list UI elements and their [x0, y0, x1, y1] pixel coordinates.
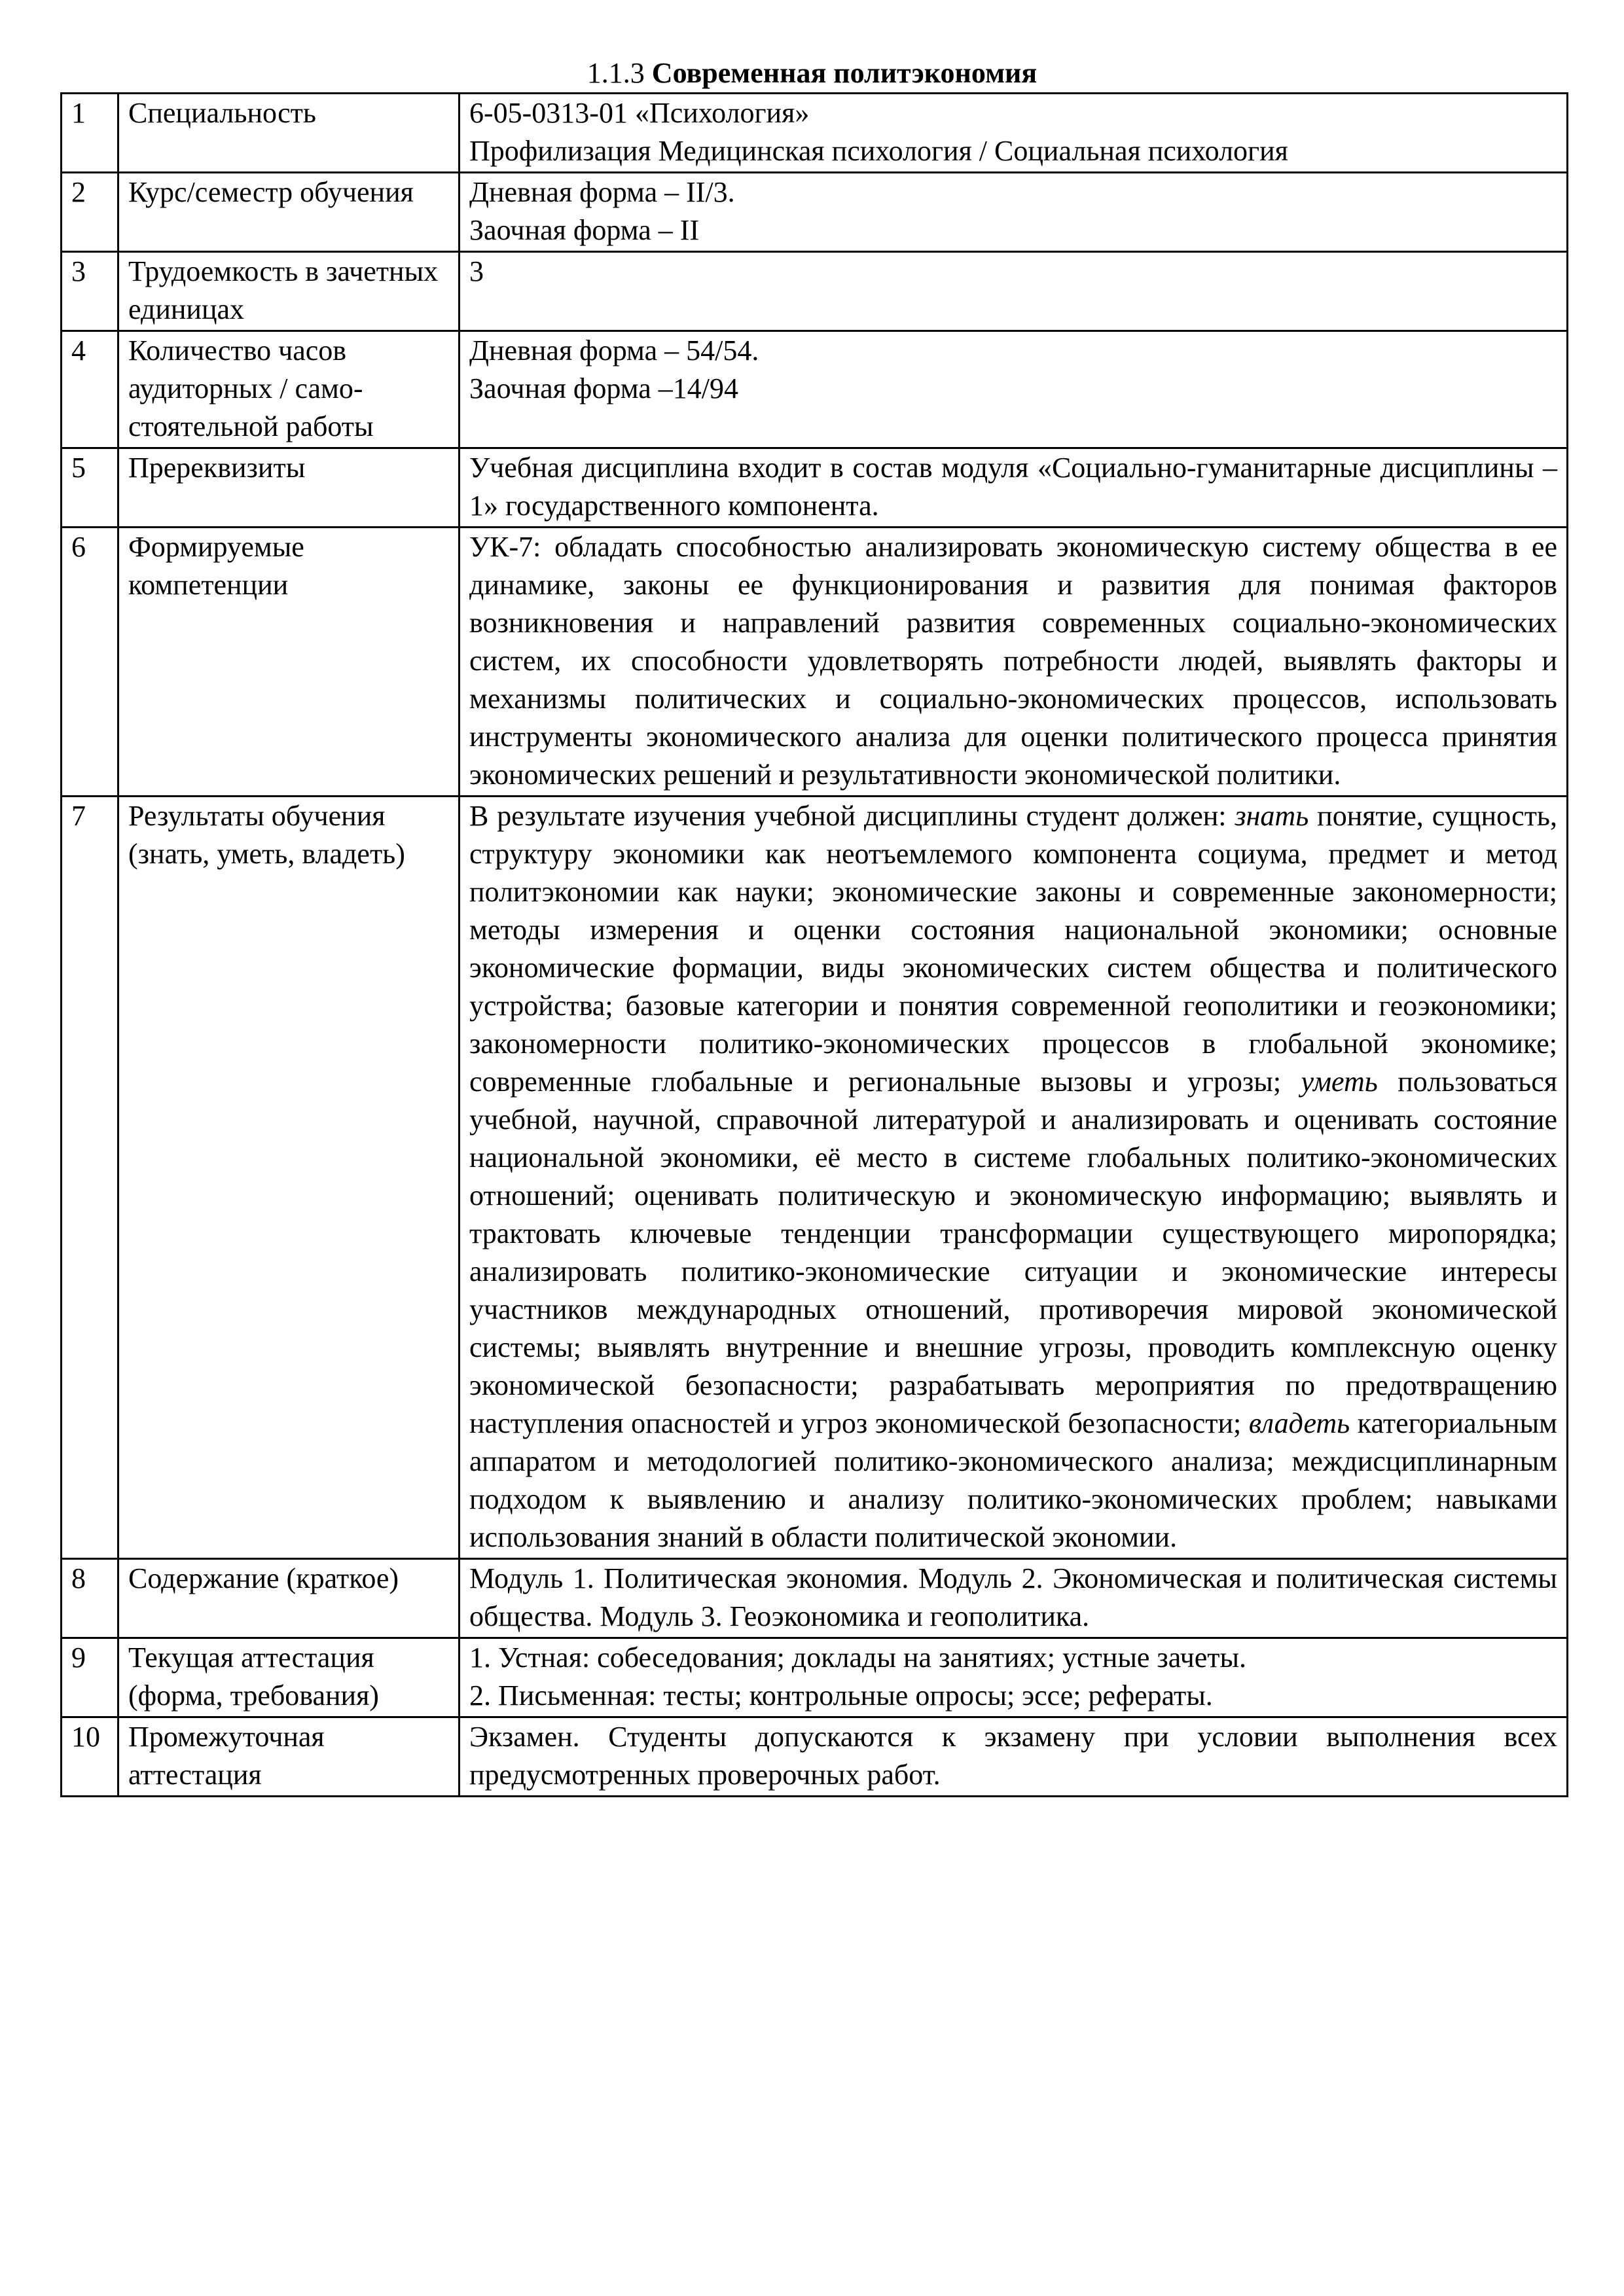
row-value: УК-7: обладать способностью анализировать экономическую систему общества в ее динамике, законы ее функционирования и развития для понимая факторов возникновения и направлений развития современных социально-экономических систем, их способности удовлетворять потребности людей, выявлять факторы и механизмы политических и социально-экономических процессов, использовать инструменты экономического анализа для оценки политического процесса принятия экономических решений и результативности экономической политики. — [460, 528, 1568, 797]
row-value — [460, 252, 1568, 331]
row-number: 6 — [62, 528, 118, 797]
table-row — [62, 1559, 1568, 1638]
value-line: 3 — [469, 255, 484, 287]
row-label: Количество часов аудиторных / само-стоятельной работы — [118, 331, 460, 448]
value-line: Дневная форма – 54/54. — [469, 334, 759, 367]
table-row — [62, 173, 1568, 252]
outcomes-can-keyword: уметь — [1301, 1066, 1378, 1098]
outcomes-own-text: категориальным аппаратом и методологией политико-экономического анализа; междисциплинарным подходом к выявлению и анализу политико-экономических проблем; навыками использования знаний в области политической экономии. — [469, 1407, 1557, 1553]
value-line: 6-05-0313-01 «Психология» — [469, 97, 810, 129]
syllabus-table — [60, 92, 1568, 1797]
table-row — [62, 331, 1568, 448]
row-value: Учебная дисциплина входит в состав модуля «Социально-гуманитарные дисциплины – 1» государственного компонента. — [460, 448, 1568, 528]
row-number: 4 — [62, 331, 118, 448]
row-number: 2 — [62, 173, 118, 252]
row-value — [460, 331, 1568, 448]
section-title: Современная политэкономия — [651, 57, 1038, 89]
row-label: Содержание (краткое) — [118, 1559, 460, 1638]
row-number: 3 — [62, 252, 118, 331]
outcomes-own-keyword: владеть — [1248, 1407, 1350, 1439]
row-value: Экзамен. Студенты допускаются к экзамену при условии выполнения всех предусмотренных проверочных работ. — [460, 1717, 1568, 1797]
row-label: Результаты обучения (знать, уметь, владеть) — [118, 797, 460, 1559]
value-line: Заочная форма – II — [469, 214, 700, 246]
table-row — [62, 448, 1568, 528]
row-label: Промежуточная аттестация — [118, 1717, 460, 1797]
row-label: Текущая аттестация (форма, требования) — [118, 1638, 460, 1717]
row-label: Пререквизиты — [118, 448, 460, 528]
row-value — [460, 1638, 1568, 1717]
document-title — [0, 55, 1624, 92]
table-row — [62, 528, 1568, 797]
table-row — [62, 1717, 1568, 1797]
row-label: Специальность — [118, 94, 460, 173]
row-value — [460, 173, 1568, 252]
value-line: Профилизация Медицинская психология / Социальная психология — [469, 135, 1288, 167]
value-line: Заочная форма –14/94 — [469, 372, 739, 404]
row-number: 10 — [62, 1717, 118, 1797]
row-label: Формируемые компетенции — [118, 528, 460, 797]
value-line: Дневная форма – II/3. — [469, 176, 735, 208]
row-number: 9 — [62, 1638, 118, 1717]
table-row — [62, 94, 1568, 173]
outcomes-intro: В результате изучения учебной дисциплины студент должен: — [469, 800, 1235, 832]
outcomes-know-keyword: знать — [1235, 800, 1309, 832]
outcomes-can-text: пользоваться учебной, научной, справочной литературой и анализировать и оценивать состояние национальной экономики, её место в системе глобальных политико-экономических отношений; оценивать политическую и экономическую информацию; выявлять и трактовать ключевые тенденции трансформации существующего миропорядка; анализировать политико-экономические ситуации и экономические интересы участников международных отношений, противоречия мировой экономической системы; выявлять внутренние и внешние угрозы, проводить комплексную оценку экономической безопасности; разрабатывать мероприятия по предотвращению наступления опасностей и угроз экономической безопасности; — [469, 1066, 1557, 1439]
table-row — [62, 797, 1568, 1559]
row-label: Курс/семестр обучения — [118, 173, 460, 252]
table-row — [62, 252, 1568, 331]
row-value: Модуль 1. Политическая экономия. Модуль 2. Экономическая и политическая системы общества. Модуль 3. Геоэкономика и геополитика. — [460, 1559, 1568, 1638]
row-number: 5 — [62, 448, 118, 528]
row-number: 7 — [62, 797, 118, 1559]
value-line: 2. Письменная: тесты; контрольные опросы; эссе; рефераты. — [469, 1679, 1213, 1712]
row-label: Трудоемкость в зачетных единицах — [118, 252, 460, 331]
table-row — [62, 1638, 1568, 1717]
section-number: 1.1.3 — [586, 57, 645, 89]
row-value — [460, 797, 1568, 1559]
outcomes-know-text: понятие, сущность, структуру экономики как неотъемлемого компонента социума, предмет и метод политэкономии как науки; экономические законы и современные закономерности; методы измерения и оценки состояния национальной экономики; основные экономические формации, виды экономических систем общества и политического устройства; базовые категории и понятия современной геополитики и геоэкономики; закономерности политико-экономических процессов в глобальной экономике; современные глобальные и региональные вызовы и угрозы; — [469, 800, 1557, 1098]
row-value — [460, 94, 1568, 173]
row-number: 1 — [62, 94, 118, 173]
value-line: 1. Устная: собеседования; доклады на занятиях; устные зачеты. — [469, 1641, 1247, 1674]
row-number: 8 — [62, 1559, 118, 1638]
